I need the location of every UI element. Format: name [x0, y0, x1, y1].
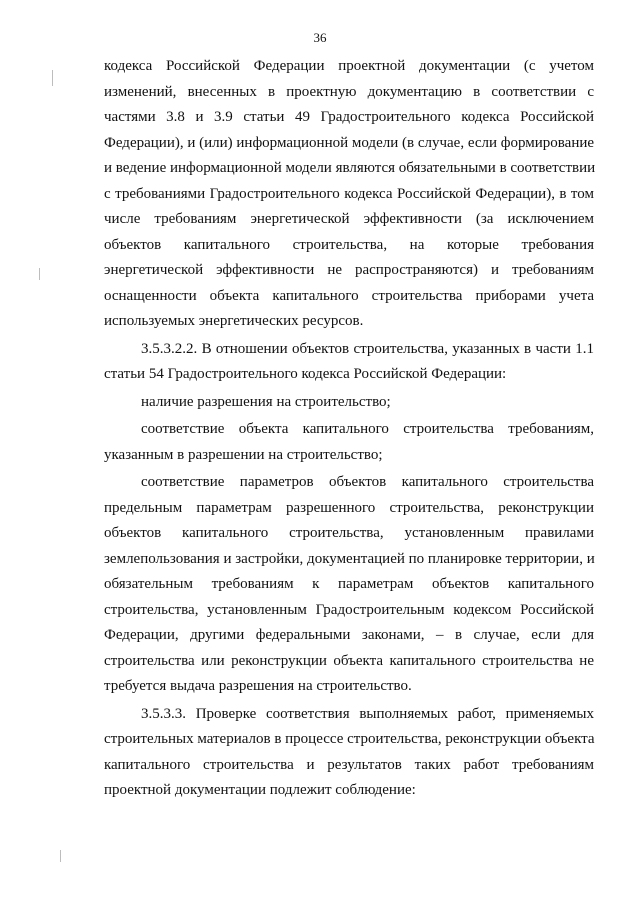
- text-line: с требованиями Градостроительного кодекса Российской Федерации), в том: [104, 185, 594, 202]
- text-line: строительных материалов в процессе строительства, реконструкции объекта: [104, 731, 595, 747]
- text-line: 3.5.3.2.2. В отношении объектов строительства, указанных в части 1.1: [141, 340, 594, 357]
- text-line: используемых энергетических ресурсов.: [104, 313, 364, 329]
- text-line: числе требованиям энергетической эффективности (за исключением: [104, 211, 594, 227]
- text-line: соответствие параметров объектов капитального строительства: [141, 474, 594, 490]
- text-line: статьи 54 Градостроительного кодекса Российской Федерации:: [104, 366, 507, 382]
- text-line: землепользования и застройки, документацией по планировке территории, и: [104, 550, 595, 567]
- scan-margin-mark: [60, 850, 61, 862]
- text-line: указанным в разрешении на строительство;: [104, 446, 383, 463]
- paragraph-continuation: [104, 54, 594, 335]
- text-line: строительства или реконструкции объекта капитального строительства не: [104, 652, 594, 669]
- paragraph-compliance-parameters: [104, 470, 594, 700]
- paragraph-3-5-3-3: [104, 702, 594, 804]
- text-line: наличие разрешения на строительство;: [141, 393, 391, 410]
- text-line: проектной документации подлежит соблюдение:: [104, 782, 416, 798]
- page-number: 36: [313, 30, 327, 45]
- scan-margin-mark: [39, 268, 40, 280]
- text-line: обязательным требованиям к параметрам объектов капитального: [104, 576, 594, 592]
- paragraph-compliance-permit: [104, 417, 594, 468]
- text-line: требуется выдача разрешения на строительство.: [104, 678, 412, 694]
- text-line: 3.5.3.3. Проверке соответствия выполняемых работ, применяемых: [141, 705, 594, 722]
- text-line: оснащенности объекта капитального строительства приборами учета: [104, 287, 594, 304]
- document-text: [104, 54, 594, 804]
- text-line: Федерации, другими федеральными законами, – в случае, если для: [104, 627, 594, 643]
- text-line: Федерации), и (или) информационной модели (в случае, если формирование: [104, 134, 595, 151]
- text-line: объектов капитального строительства, установленным правилами: [104, 525, 594, 541]
- text-line: соответствие объекта капитального строительства требованиям,: [141, 421, 594, 437]
- scan-margin-mark: [52, 70, 53, 86]
- text-line: изменений, внесенных в проектную документацию в соответствии с: [104, 83, 594, 100]
- text-line: частями 3.8 и 3.9 статьи 49 Градостроительного кодекса Российской: [104, 109, 594, 125]
- text-line: предельным параметрам разрешенного строительства, реконструкции: [104, 499, 594, 516]
- text-line: энергетической эффективности не распространяются) и требованиям: [104, 262, 594, 278]
- paragraph-permit: [104, 390, 594, 416]
- text-line: строительства, установленным Градостроительным кодексом Российской: [104, 601, 594, 618]
- text-line: кодекса Российской Федерации проектной документации (с учетом: [104, 58, 594, 74]
- text-line: капитального строительства и результатов таких работ требованиям: [104, 756, 594, 773]
- text-line: объектов капитального строительства, на которые требования: [104, 236, 594, 253]
- text-line: и ведение информационной модели являются обязательными в соответствии: [104, 160, 596, 176]
- paragraph-3-5-3-2-2: [104, 337, 594, 388]
